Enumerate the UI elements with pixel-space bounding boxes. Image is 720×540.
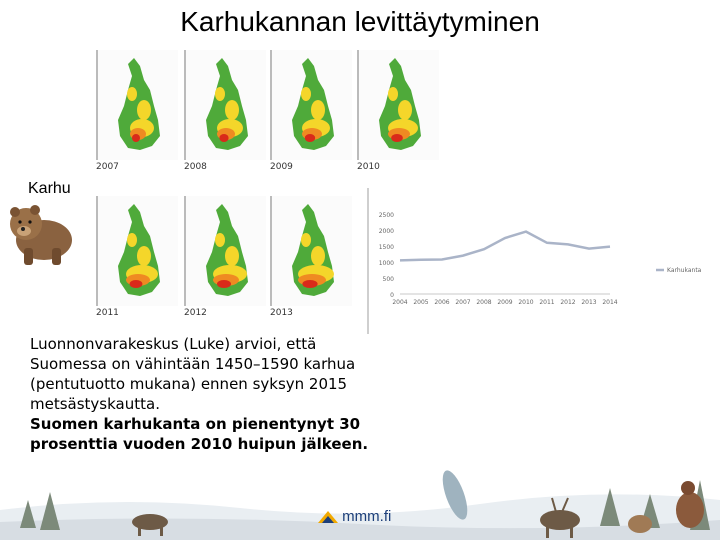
density-blob [311, 100, 325, 120]
bear-image [2, 200, 78, 268]
density-blob [311, 246, 325, 266]
x-tick-label: 2007 [455, 299, 471, 306]
x-tick-label: 2012 [560, 299, 576, 306]
year-label-2013: 2013 [270, 308, 293, 318]
y-tick-label: 2500 [378, 212, 394, 219]
map-thumbnail-2013 [270, 196, 352, 306]
year-label-2011: 2011 [96, 308, 119, 318]
x-tick-label: 2013 [581, 299, 597, 306]
density-blob [217, 280, 231, 288]
density-blob [137, 100, 151, 120]
finland-heatmap-2009 [272, 50, 352, 160]
slide-title: Karhukannan levittäytyminen [180, 6, 540, 37]
finland-heatmap-2007 [98, 50, 178, 160]
legend-label: Karhukanta [667, 267, 702, 274]
species-label: Karhu [28, 180, 71, 197]
x-tick-label: 2014 [602, 299, 618, 306]
density-blob [225, 100, 239, 120]
map-thumbnail-2009 [270, 50, 352, 160]
y-tick-label: 1000 [378, 260, 394, 267]
density-blob [127, 233, 137, 247]
logo-text: mmm.fi [342, 508, 392, 525]
density-blob [137, 246, 151, 266]
finland-heatmap-2008 [186, 50, 266, 160]
finland-heatmap-2013 [272, 196, 352, 306]
chart-divider [367, 188, 369, 334]
density-blob [215, 233, 225, 247]
map-thumbnail-2011 [96, 196, 178, 306]
finland-heatmap-2011 [98, 196, 178, 306]
x-tick-label: 2010 [518, 299, 534, 306]
year-label-2008: 2008 [184, 162, 207, 172]
year-label-2012: 2012 [184, 308, 207, 318]
y-tick-label: 500 [382, 276, 394, 283]
density-blob [130, 280, 143, 288]
x-tick-label: 2005 [413, 299, 429, 306]
map-thumbnail-2008 [184, 50, 266, 160]
y-tick-label: 2000 [378, 228, 394, 235]
density-blob [398, 100, 412, 120]
logo-icon [318, 509, 338, 525]
density-blob [305, 134, 315, 142]
year-label-2010: 2010 [357, 162, 380, 172]
map-thumbnail-2012 [184, 196, 266, 306]
x-tick-label: 2009 [497, 299, 513, 306]
density-blob [388, 87, 398, 101]
year-label-2007: 2007 [96, 162, 119, 172]
density-blob [391, 134, 403, 142]
map-thumbnail-2007 [96, 50, 178, 160]
mmm-logo [318, 508, 391, 525]
density-blob [302, 280, 317, 288]
density-blob [127, 87, 137, 101]
x-tick-label: 2008 [476, 299, 492, 306]
x-tick-label: 2011 [539, 299, 555, 306]
year-label-2009: 2009 [270, 162, 293, 172]
density-blob [301, 233, 311, 247]
body-paragraph: Luonnonvarakeskus (Luke) arvioi, että Suomessa on vähintään 1450–1590 karhua (pentutuotto mukana) ennen syksyn 2015 metsästyskautta. [30, 335, 356, 413]
density-blob [215, 87, 225, 101]
series-line-karhukanta [400, 232, 610, 261]
y-tick-label: 0 [390, 292, 394, 299]
population-line-chart [372, 200, 712, 310]
map-thumbnail-2010 [357, 50, 439, 160]
y-tick-label: 1500 [378, 244, 394, 251]
density-blob [219, 134, 228, 142]
finland-heatmap-2010 [359, 50, 439, 160]
x-tick-label: 2004 [392, 299, 408, 306]
body-text [30, 334, 376, 454]
x-tick-label: 2006 [434, 299, 450, 306]
density-blob [225, 246, 239, 266]
density-blob [132, 134, 140, 142]
finland-heatmap-2012 [186, 196, 266, 306]
density-blob [301, 87, 311, 101]
body-bold-statement: Suomen karhukanta on pienentynyt 30 prosenttia vuoden 2010 huipun jälkeen. [30, 415, 369, 453]
